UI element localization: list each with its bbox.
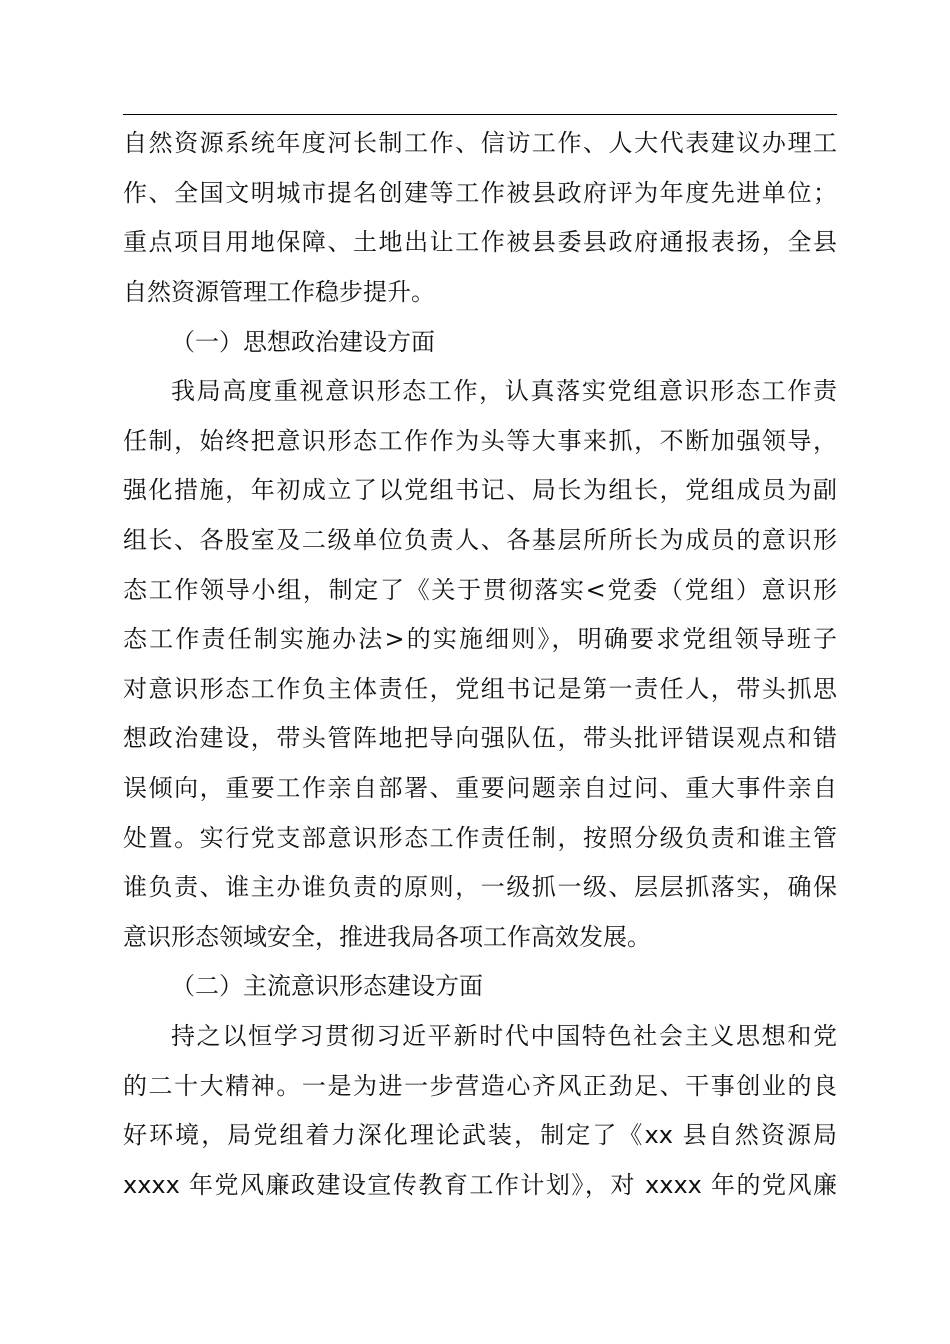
text-line: 意识形态领域安全，推进我局各项工作高效发展。 xyxy=(123,923,651,951)
text-line: 想政治建设，带头管阵地把导向强队伍，带头批评错误观点和错 xyxy=(123,724,837,752)
text-line: 持之以恒学习贯彻习近平新时代中国特色社会主义思想和党 xyxy=(171,1022,837,1050)
text-line: 强化措施，年初成立了以党组书记、局长为组长，党组成员为副 xyxy=(123,476,837,504)
text-line: 态工作领导小组，制定了《关于贯彻落实<党委（党组）意识形 xyxy=(123,576,837,604)
section-heading: （一）思想政治建设方面 xyxy=(171,328,435,356)
text-line: 态工作责任制实施办法>的实施细则》，明确要求党组领导班子 xyxy=(123,625,837,653)
section-heading: （二）主流意识形态建设方面 xyxy=(171,972,483,1000)
text-line: 误倾向，重要工作亲自部署、重要问题亲自过问、重大事件亲自 xyxy=(123,774,837,802)
text-line: 好环境，局党组着力深化理论武装，制定了《xx 县自然资源局 xyxy=(123,1121,837,1149)
text-line: 自然资源系统年度河长制工作、信访工作、人大代表建议办理工 xyxy=(123,129,837,157)
text-line: 自然资源管理工作稳步提升。 xyxy=(123,278,435,306)
text-line: 谁负责、谁主办谁负责的原则，一级抓一级、层层抓落实，确保 xyxy=(123,873,837,901)
text-line: 我局高度重视意识形态工作，认真落实党组意识形态工作责 xyxy=(171,377,837,405)
header-rule xyxy=(123,114,837,115)
text-line: xxxx 年党风廉政建设宣传教育工作计划》，对 xxxx 年的党风廉 xyxy=(123,1171,837,1199)
text-line: 作、全国文明城市提名创建等工作被县政府评为年度先进单位； xyxy=(123,179,837,207)
text-line: 组长、各股室及二级单位负责人、各基层所所长为成员的意识形 xyxy=(123,526,837,554)
text-line: 重点项目用地保障、土地出让工作被县委县政府通报表扬，全县 xyxy=(123,228,837,256)
text-line: 对意识形态工作负主体责任，党组书记是第一责任人，带头抓思 xyxy=(123,675,837,703)
text-line: 的二十大精神。一是为进一步营造心齐风正劲足、干事创业的良 xyxy=(123,1072,837,1100)
text-line: 任制，始终把意识形态工作作为头等大事来抓，不断加强领导， xyxy=(123,427,837,455)
text-line: 处置。实行党支部意识形态工作责任制，按照分级负责和谁主管 xyxy=(123,824,837,852)
